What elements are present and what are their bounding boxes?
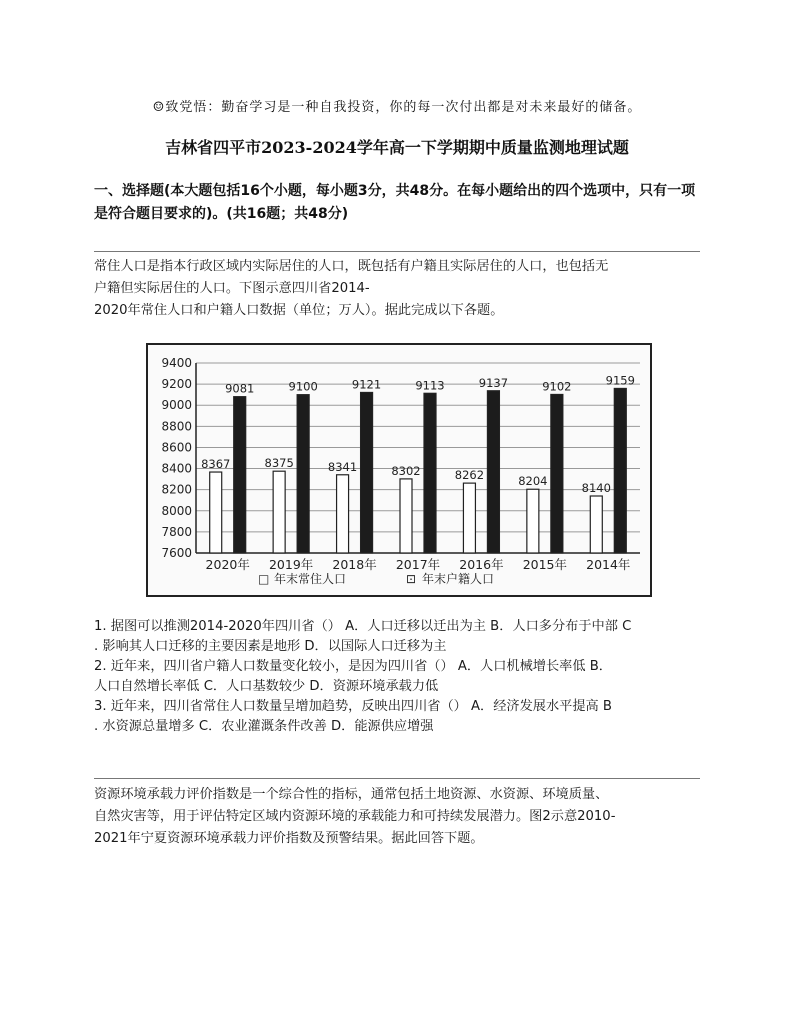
bar-registered: [551, 394, 563, 553]
population-bar-chart: [148, 345, 650, 595]
data-label: 8302: [391, 463, 421, 478]
bar-resident: [590, 496, 602, 553]
question-2-line: 人口自然增长率低 C．人口基数较少 D．资源环境承载力低: [94, 679, 439, 694]
passage-population: [94, 256, 706, 322]
x-tick-label: 2019年: [268, 557, 314, 572]
question-1-line: . 影响其人口迁移的主要因素是地形 D．以国际人口迁移为主: [94, 639, 447, 654]
passage-line: 2021年宁夏资源环境承载力评价指数及预警结果。据此回答下题。: [94, 831, 484, 846]
legend-symbol: □: [258, 572, 270, 586]
page-title: 吉林省四平市2023-2024学年高一下学期期中质量监测地理试题: [165, 138, 629, 157]
legend-label: 年末常住人口: [274, 572, 347, 586]
y-tick-label: 7600: [161, 546, 192, 560]
data-label: 9100: [288, 379, 318, 394]
passage-carrying-capacity: [94, 784, 706, 850]
divider: [94, 778, 700, 779]
population-chart: [146, 343, 652, 597]
section-heading: 一、选择题(本大题包括16个小题，每小题3分，共48分。在每小题给出的四个选项中，只有一项是符合题目要求的)。(共16题；共48分): [94, 183, 696, 222]
question-1-line: 1. 据图可以推测2014-2020年四川省（） A．人口迁移以迁出为主 B．人口多分布于中部 C: [94, 619, 632, 634]
passage-line: 2020年常住人口和户籍人口数据（单位；万人）。据此完成以下各题。: [94, 303, 504, 318]
question-3-line: . 水资源总量增多 C．农业灌溉条件改善 D．能源供应增强: [94, 719, 434, 734]
data-label: 8204: [518, 474, 548, 489]
y-tick-label: 8200: [161, 482, 192, 497]
passage-line: 资源环境承载力评价指数是一个综合性的指标，通常包括土地资源、水资源、环境质量、: [94, 787, 609, 802]
y-tick-label: 9200: [161, 377, 192, 392]
legend-label: 年末户籍人口: [422, 572, 495, 586]
y-tick-label: 8800: [161, 419, 192, 434]
data-label: 8140: [581, 481, 611, 495]
x-tick-label: 2018年: [332, 557, 377, 572]
y-tick-label: 7800: [161, 524, 192, 539]
x-tick-label: 2016年: [459, 557, 504, 572]
bar-registered: [361, 392, 373, 553]
y-tick-label: 9000: [161, 398, 192, 413]
x-tick-label: 2017年: [395, 557, 441, 572]
data-label: 9113: [415, 378, 445, 393]
bar-resident: [400, 479, 412, 553]
bar-registered: [234, 397, 246, 553]
data-label: 9102: [542, 379, 572, 394]
data-label: 9159: [605, 373, 635, 388]
questions-set-1: [94, 617, 706, 737]
passage-line: 常住人口是指本行政区域内实际居住的人口，既包括有户籍且实际居住的人口，也包括无: [94, 259, 609, 274]
data-label: 9081: [225, 381, 255, 396]
question-3-line: 3. 近年来，四川省常住人口数量呈增加趋势，反映出四川省（） A．经济发展水平提高 B: [94, 699, 612, 714]
bar-resident: [527, 489, 539, 553]
data-label: 8262: [454, 468, 485, 483]
bar-resident: [337, 475, 349, 553]
motto-line: ☺致党悟：勤奋学习是一种自我投资，你的每一次付出都是对未来最好的储备。: [152, 100, 642, 115]
y-tick-label: 9400: [161, 356, 192, 370]
question-2-line: 2. 近年来，四川省户籍人口数量变化较小，是因为四川省（） A．人口机械增长率低 B．: [94, 659, 612, 674]
x-tick-label: 2015年: [522, 557, 568, 572]
bar-resident: [273, 471, 285, 553]
bar-resident: [463, 483, 475, 553]
bar-registered: [297, 395, 309, 553]
x-tick-label: 2020年: [205, 557, 250, 572]
y-tick-label: 8600: [161, 440, 192, 455]
x-tick-label: 2014年: [586, 557, 631, 572]
bar-registered: [614, 388, 626, 553]
data-label: 8375: [264, 456, 294, 471]
passage-line: 户籍但实际居住的人口。下图示意四川省2014-: [94, 281, 370, 296]
data-label: 9121: [351, 377, 382, 392]
divider: [94, 251, 700, 252]
bar-registered: [424, 393, 436, 553]
legend-symbol: ⊡: [406, 572, 417, 586]
data-label: 8367: [201, 457, 231, 472]
y-tick-label: 8000: [161, 503, 192, 518]
y-tick-label: 8400: [161, 461, 192, 476]
bar-registered: [487, 391, 499, 553]
data-label: 9137: [478, 375, 509, 390]
bar-resident: [210, 472, 222, 553]
data-label: 8341: [327, 459, 358, 474]
passage-line: 自然灾害等，用于评估特定区域内资源环境的承载能力和可持续发展潜力。图2示意2010-: [94, 809, 616, 824]
